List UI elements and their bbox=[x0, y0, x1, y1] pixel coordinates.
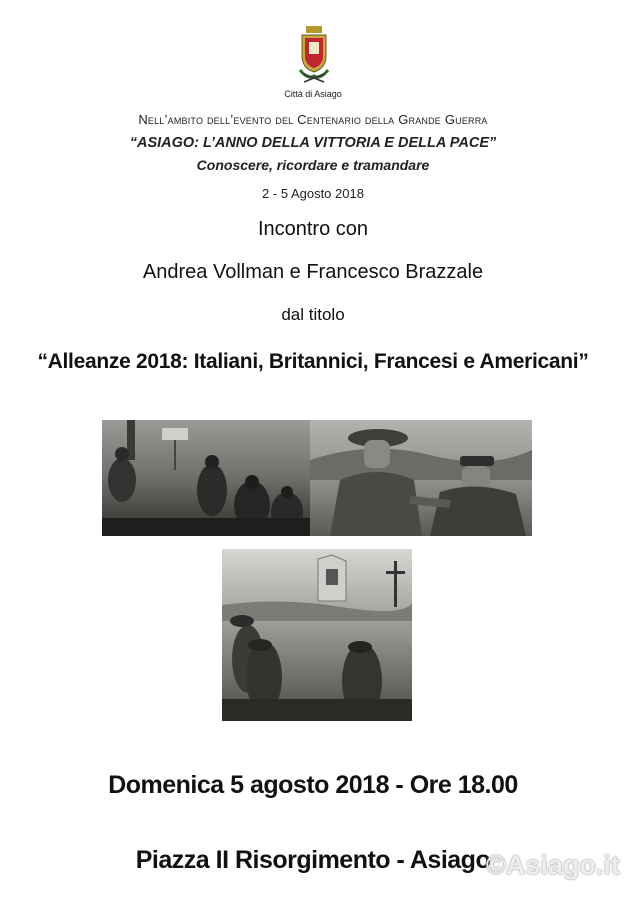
speakers: Andrea Vollman e Francesco Brazzale bbox=[142, 261, 484, 283]
event-title: “ASIAGO: L’ANNO DELLA VITTORIA E DELLA PACE” bbox=[129, 135, 497, 151]
event-location: Piazza II Risorgimento - Asiago bbox=[135, 846, 491, 874]
historic-photo-soldiers-shrine bbox=[222, 549, 412, 721]
historic-photo-soldiers-trench bbox=[102, 420, 310, 536]
historic-photo-medal-ceremony bbox=[310, 420, 532, 536]
event-context: Nell’ambito dell’evento del Centenario della Grande Guerra bbox=[138, 112, 488, 127]
event-subtitle: Conoscere, ricordare e tramandare bbox=[196, 157, 430, 173]
event-dates: 2 - 5 Agosto 2018 bbox=[262, 186, 364, 201]
talk-title: “Alleanze 2018: Italiani, Britannici, Francesi e Americani” bbox=[37, 350, 589, 373]
event-date-time: Domenica 5 agosto 2018 - Ore 18.00 bbox=[108, 771, 518, 799]
city-coat-of-arms-logo bbox=[296, 26, 332, 84]
watermark: ©Asiago.it bbox=[486, 850, 620, 880]
city-name: Città di Asiago bbox=[284, 89, 342, 99]
title-label: dal titolo bbox=[281, 305, 345, 324]
meeting-label: Incontro con bbox=[257, 218, 369, 240]
